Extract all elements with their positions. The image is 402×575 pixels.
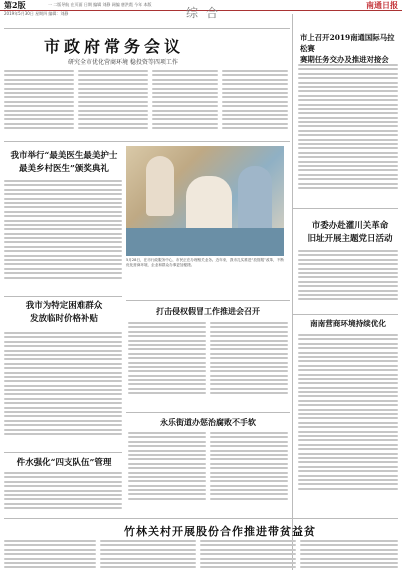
- photo-caption: 5月28日，在市行政服务中心，市民正在办理相关业务。近年来，我市扎实推进“放管服”改革，不断优化营商环境，企业和群众办事更加便捷。: [126, 258, 284, 267]
- left-article-1: [4, 180, 122, 292]
- center-article-1b: [210, 322, 288, 408]
- divider: [126, 300, 290, 301]
- left-headline-2: [6, 300, 122, 326]
- divider: [4, 28, 290, 29]
- left-article-2: [4, 332, 122, 452]
- right-headline-2-line2: 旧址开展主题党日活动: [307, 234, 393, 244]
- bottom-article-col2: [100, 540, 196, 572]
- divider: [292, 314, 398, 315]
- right-headline-2: [304, 220, 396, 246]
- divider: [4, 452, 122, 453]
- left-headline-2-line2: 发放临时价格补贴: [29, 314, 98, 324]
- lead-subheadline: 研究全市优化营商环境 稳投资等四项工作: [68, 59, 178, 66]
- center-article-2b: [210, 432, 288, 514]
- left-headline-3: 件水强化“四支队伍”管理: [16, 458, 112, 468]
- lead-article-col1: [4, 70, 74, 138]
- right-headline-1-line2: 赛期任务交办及推进对接会: [300, 55, 389, 64]
- bottom-article-col3: [200, 540, 296, 572]
- divider: [4, 518, 398, 519]
- photo-figure-left: [146, 156, 174, 216]
- center-headline-1: 打击侵权假冒工作推进会召开: [156, 306, 260, 316]
- right-headline-1-line1: 市上召开2019南通国际马拉松赛: [300, 33, 395, 53]
- left-headline-2-line1: 我市为特定困难群众: [25, 301, 103, 311]
- right-article-1: [298, 64, 398, 204]
- lead-article-col4: [222, 70, 288, 138]
- bottom-article-col4: [300, 540, 398, 572]
- column-divider: [292, 14, 293, 570]
- left-article-3: [4, 472, 122, 516]
- left-headline-1-line2: 最美乡村医生”颁奖典礼: [19, 164, 109, 174]
- edition-links: 一 二版导航 在页面 日期 编辑 刘静 网编 唐洪霞 今年 本版: [48, 2, 152, 7]
- page-number: 第2版: [4, 0, 26, 10]
- section-title: 综合: [185, 6, 226, 20]
- news-photo: [126, 146, 284, 256]
- newspaper-brand: 南通日报: [366, 0, 398, 10]
- bottom-headline: 竹林关村开展股份合作推进带贫益贫: [124, 525, 316, 538]
- right-article-3: [298, 334, 398, 510]
- divider: [4, 141, 290, 142]
- lead-headline: 市政府常务会议: [44, 37, 185, 56]
- issue-date: 2019年5月30日 星期四 编辑：刘静: [4, 11, 69, 16]
- right-headline-2-line1: 市委办赴灌川关革命: [311, 221, 389, 231]
- photo-counter: [126, 228, 284, 256]
- lead-article-col2: [78, 70, 148, 138]
- right-article-2: [298, 250, 398, 310]
- lead-article-col3: [152, 70, 218, 138]
- divider: [126, 412, 290, 413]
- center-headline-2: 永乐街道办惩治腐败不手软: [160, 417, 256, 427]
- center-article-2a: [128, 432, 206, 514]
- right-headline-3: 南南营商环境持续优化: [310, 319, 386, 328]
- right-headline-1: [300, 32, 398, 65]
- left-headline-1-line1: 我市举行“最美医生最美护士: [10, 151, 118, 161]
- divider: [4, 296, 122, 297]
- left-headline-1: [6, 150, 122, 176]
- divider: [292, 208, 398, 209]
- bottom-article-col1: [4, 540, 96, 572]
- center-article-1a: [128, 322, 206, 408]
